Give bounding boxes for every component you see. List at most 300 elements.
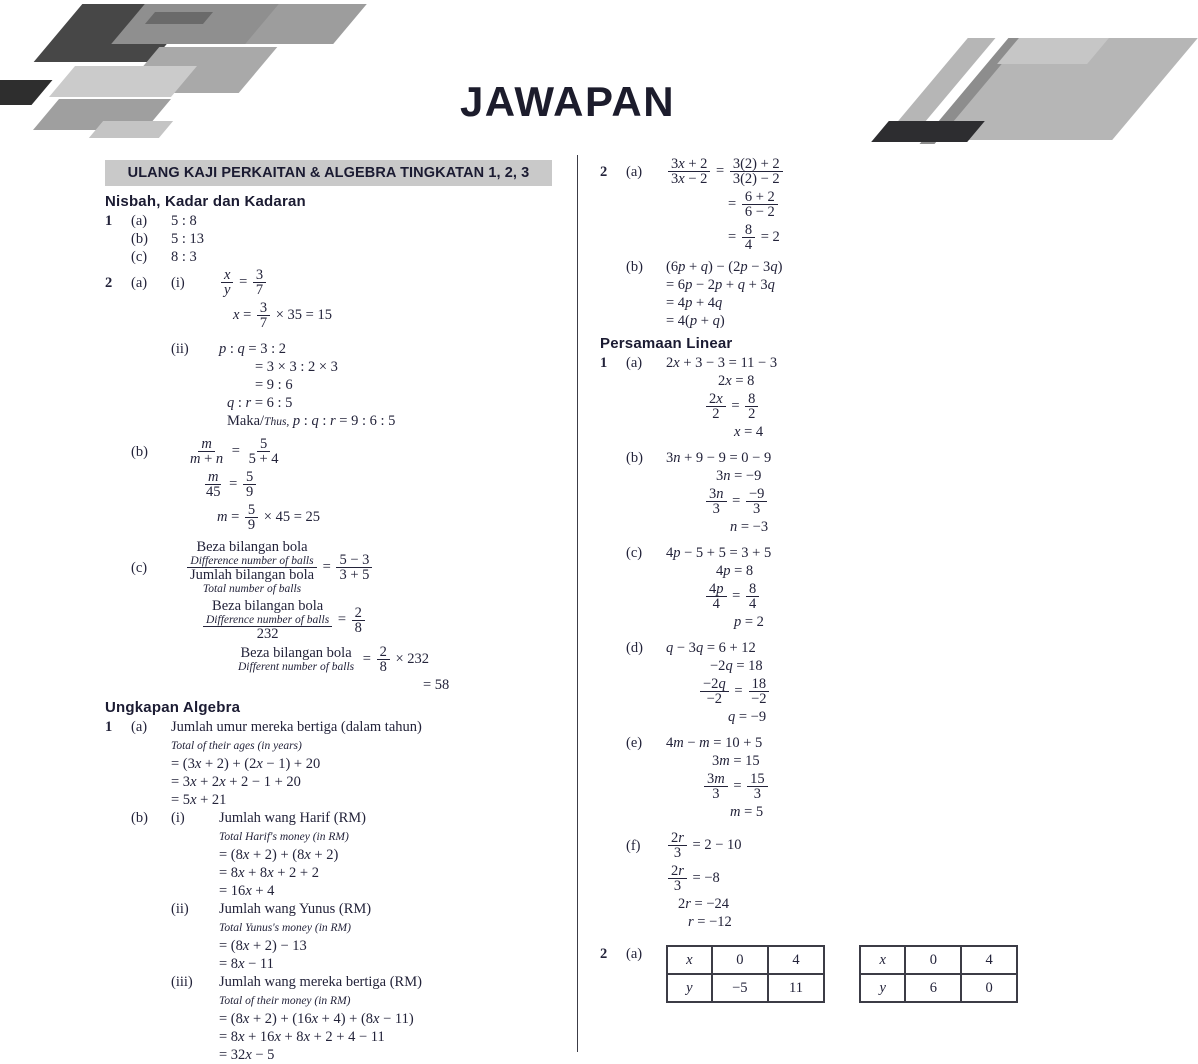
math-variable: x [194, 756, 202, 772]
fraction-line: 2 [748, 406, 756, 422]
math-variable: x [686, 952, 693, 968]
math-variable: p [685, 277, 693, 293]
math-variable: m [217, 508, 228, 525]
fraction-line: 5 − 3 [339, 552, 370, 568]
math-variable: x [274, 1029, 281, 1045]
math-variable: p [673, 545, 681, 561]
math-variable: p [715, 277, 723, 293]
math-expression: p : q = 3 : 2 [219, 341, 286, 357]
left-column-content [105, 193, 563, 1064]
fraction [747, 772, 768, 801]
fraction-line: 4 [744, 237, 753, 253]
part-label: (e) [626, 735, 643, 751]
answer-line [600, 895, 1052, 913]
math-expression: r = −12 [688, 914, 732, 930]
fraction-line: 6 + 2 [744, 189, 775, 205]
math-expression: 2x + 3 − 3 = 11 − 3 [666, 355, 778, 371]
math-expression: = 32x − 5 [219, 1047, 275, 1063]
answer-line [105, 266, 563, 299]
question-number: 1 [105, 213, 113, 229]
answer-line [600, 708, 1052, 726]
answer-line [600, 485, 1052, 518]
section-heading: Nisbah, Kadar dan Kadaran [105, 193, 306, 210]
fraction [203, 470, 224, 499]
math-variable: p [734, 614, 742, 630]
part-label: (a) [131, 719, 148, 735]
answer-line [105, 358, 563, 376]
answer-line [600, 155, 1052, 188]
answer-line [105, 435, 563, 468]
math-expression: $\frac{2x}{2}$ = $\frac{8}{2}$ [704, 390, 760, 423]
spacer [600, 726, 1052, 734]
question-number: 2 [600, 946, 608, 962]
fraction [377, 645, 390, 674]
table-value-cell: 4 [768, 946, 824, 974]
fraction-line: 7 [259, 315, 268, 331]
fraction [668, 157, 710, 186]
math-expression: n = −3 [730, 519, 769, 535]
answer-line [105, 973, 563, 991]
math-variable: x [233, 306, 240, 323]
answer-line [600, 258, 1052, 276]
fraction-line: 3 [712, 501, 720, 517]
fraction [253, 268, 266, 297]
math-variable: q [725, 658, 733, 674]
translation-text: Different number of balls [238, 661, 355, 673]
fraction-line [190, 554, 313, 567]
math-expression: 5 : 8 [171, 213, 197, 229]
math-expression: = 9 : 6 [255, 377, 293, 393]
fraction [706, 487, 727, 516]
math-variable: m [201, 436, 212, 452]
math-variable: x [238, 865, 245, 881]
math-expression: $\frac{-2q}{-2}$ = $\frac{18}{-2}$ [698, 675, 772, 708]
value-tables-row [600, 945, 1052, 1003]
fraction-line: 5 + 4 [248, 451, 279, 467]
fraction [746, 582, 759, 611]
fraction-line: −2 [706, 691, 723, 707]
math-expression: (6p + q) − (2p − 3q) [666, 259, 783, 275]
math-expression: 3m = 15 [712, 753, 760, 769]
math-variable: p [723, 563, 731, 579]
fraction-line: 2r [671, 863, 684, 879]
fraction [203, 599, 332, 641]
fraction [221, 268, 233, 297]
math-variable: n [723, 468, 731, 484]
math-expression: 3n + 9 − 9 = 0 − 9 [666, 450, 772, 466]
math-variable: m [673, 735, 684, 751]
subpart-label: (ii) [171, 901, 189, 917]
math-variable: q [737, 277, 745, 293]
table-value-cell: 0 [961, 974, 1017, 1002]
math-expression: = (8x + 2) + (16x + 4) + (8x − 11) [219, 1011, 414, 1027]
answer-line [105, 676, 563, 694]
math-variable: x [256, 756, 263, 772]
answer-line [600, 188, 1052, 221]
math-variable: x [673, 355, 680, 371]
math-expression: 5 : 13 [171, 231, 205, 247]
fraction [742, 190, 778, 219]
math-variable: x [219, 774, 226, 790]
spacer [600, 536, 1052, 544]
math-variable: x [224, 267, 231, 283]
math-expression: = (3x + 2) + (2x − 1) + 20 [171, 756, 321, 772]
math-variable: q [666, 640, 674, 656]
answer-line [105, 773, 563, 791]
math-variable: y [224, 282, 231, 298]
spacer [600, 441, 1052, 449]
math-expression: $\frac{3n}{3}$ = $\frac{-9}{3}$ [704, 485, 769, 518]
fraction-line: 5 [247, 502, 256, 518]
math-expression: 4p − 5 + 5 = 3 + 5 [666, 545, 772, 561]
fraction-line: 4p [709, 581, 724, 597]
math-variable: q [770, 259, 778, 275]
answer-line [105, 376, 563, 394]
fraction-line: 8 [354, 619, 362, 636]
math-variable: m [714, 771, 725, 787]
math-variable: m [719, 753, 730, 769]
fraction [243, 470, 256, 499]
fraction-line: 232 [256, 626, 279, 642]
subpart-label: (i) [171, 810, 185, 826]
fraction-line: 3 [255, 267, 264, 283]
fraction-line: −2 [751, 691, 767, 707]
answer-line [600, 675, 1052, 708]
math-variable: p [740, 259, 748, 275]
answer-line [600, 639, 1052, 657]
math-variable: q [718, 676, 726, 692]
math-variable: n [215, 451, 224, 467]
math-expression: Jumlah wang mereka bertiga (RM) [219, 974, 422, 990]
math-expression: $\frac{m}{45}$ = $\frac{5}{9}$ [201, 468, 258, 501]
math-variable: r [329, 413, 336, 429]
math-expression: = (8x + 2) + (8x + 2) [219, 847, 339, 863]
math-variable: x [242, 938, 250, 954]
answer-line [105, 1010, 563, 1028]
right-column [600, 155, 1052, 1003]
table-row [667, 946, 824, 974]
part-label: (f) [626, 837, 641, 854]
subpart-label: (ii) [171, 341, 189, 357]
page-title: JAWAPAN [459, 78, 676, 126]
fraction-line: Beza bilangan bola [212, 598, 324, 614]
stacked-label [235, 646, 357, 673]
subpart-label: (iii) [171, 974, 193, 990]
math-expression: p = 2 [734, 614, 764, 630]
math-expression: q : r = 6 : 5 [227, 395, 293, 411]
fraction [257, 301, 270, 330]
table-row [860, 974, 1017, 1002]
math-expression: = 3x + 2x + 2 − 1 + 20 [171, 774, 301, 790]
math-expression: Beza bilangan bola Different number of balls = $\frac{2}{8}$ × 232 [233, 643, 429, 676]
answer-line [105, 882, 563, 900]
math-expression: x = $\frac{3}{7}$ × 35 = 15 [233, 300, 332, 331]
table-value-cell: 0 [905, 946, 961, 974]
answer-line [105, 827, 563, 846]
math-variable: q [237, 341, 245, 357]
math-variable: n [716, 486, 724, 502]
subpart-label: (i) [171, 274, 185, 291]
math-variable: p [678, 259, 686, 275]
fraction-line: −2q [703, 676, 726, 692]
fraction-line: 6 − 2 [744, 204, 775, 220]
fraction [352, 606, 365, 635]
table-value-cell: 6 [905, 974, 961, 1002]
answer-line [600, 294, 1052, 312]
fraction-line [238, 660, 354, 673]
fraction [706, 392, 726, 421]
answer-line [600, 449, 1052, 467]
math-variable: r [685, 896, 691, 912]
math-expression: = 58 [423, 677, 450, 693]
answer-line [105, 918, 563, 937]
math-variable: x [267, 865, 274, 881]
fraction-line: 3x − 2 [671, 171, 708, 187]
fraction-line: 7 [255, 282, 264, 298]
answer-line [105, 718, 563, 736]
math-expression: = 8x − 11 [219, 956, 274, 972]
math-expression: $\frac{3m}{3}$ = $\frac{15}{3}$ [702, 770, 770, 803]
translation-text: Difference number of balls [206, 614, 330, 626]
answer-line [600, 423, 1052, 441]
answer-line [105, 501, 563, 534]
answer-line [600, 390, 1052, 423]
math-variable: p [219, 341, 227, 357]
question-number: 1 [600, 355, 608, 371]
math-expression: q = −9 [728, 709, 767, 725]
translation-text: Total of their ages (in years) [171, 740, 302, 752]
math-variable: x [725, 373, 732, 389]
answer-line [105, 538, 563, 597]
section-heading: Persamaan Linear [600, 335, 733, 352]
math-variable: x [879, 952, 886, 968]
math-expression: 3n = −9 [716, 468, 762, 484]
math-expression: 2r = −24 [678, 896, 730, 912]
math-variable: n [730, 519, 738, 535]
table-variable-cell [667, 946, 712, 974]
math-expression: −2q = 18 [710, 658, 763, 674]
math-variable: r [678, 863, 684, 879]
part-label: (b) [626, 259, 643, 275]
table-row [667, 974, 824, 1002]
math-variable: p [716, 581, 724, 597]
part-label: (b) [131, 443, 148, 460]
part-label: (a) [626, 163, 643, 180]
fraction-line: −9 [748, 486, 765, 502]
math-expression: m = $\frac{5}{9}$ × 45 = 25 [217, 502, 321, 533]
fraction-line: 2 [354, 604, 362, 621]
math-expression: $\frac{m}{m + n}$ = $\frac{5}{5 + 4}$ [171, 435, 284, 468]
answer-line [600, 221, 1052, 254]
fraction-line: 8 [748, 581, 757, 597]
math-expression: = 6p − 2p + q + 3q [666, 277, 775, 293]
fraction-line: 8 [744, 222, 753, 238]
math-variable: x [304, 847, 311, 863]
fraction-line: 2 [712, 406, 720, 422]
math-expression: Jumlah umur mereka bertiga (dalam tahun) [171, 719, 422, 735]
value-table [859, 945, 1018, 1003]
math-variable: y [686, 980, 693, 996]
answer-line [600, 544, 1052, 562]
fraction-line: Jumlah bilangan bola [190, 567, 315, 583]
fraction [742, 223, 755, 252]
fraction-line: 15 [750, 771, 765, 787]
math-expression: $\frac{x}{y}$ = $\frac{3}{7}$ [219, 266, 268, 299]
math-variable: n [673, 450, 681, 466]
fraction-line: 3 [673, 878, 682, 894]
fraction-line: 4 [712, 596, 720, 612]
section-heading: Ungkapan Algebra [105, 699, 241, 716]
answer-line [105, 212, 563, 230]
math-variable: m [730, 804, 741, 820]
translation-text: Thus, [264, 416, 290, 428]
fraction-line: 3x + 2 [671, 156, 708, 172]
math-variable: p [689, 313, 698, 329]
answer-line [105, 299, 563, 332]
answer-line [600, 467, 1052, 485]
answer-line [105, 736, 563, 755]
fraction [336, 553, 372, 582]
fraction-line: 3 [259, 300, 268, 316]
math-expression: = 5x + 21 [171, 792, 227, 808]
math-variable: q [311, 413, 319, 429]
translation-text: Difference number of balls [190, 555, 314, 567]
spacer [600, 821, 1052, 829]
fraction-line: 4 [748, 596, 757, 612]
math-variable: x [190, 792, 197, 808]
fraction-line: m + n [190, 451, 224, 467]
math-variable: x [238, 1029, 245, 1045]
math-expression: Jumlah wang Yunus (RM) [219, 901, 372, 917]
part-label: (c) [131, 559, 148, 576]
answer-line [600, 276, 1052, 294]
fraction-line: Beza bilangan bola [196, 539, 308, 555]
spacer [600, 931, 1052, 945]
math-variable: y [879, 980, 886, 996]
part-label: (b) [131, 810, 148, 826]
answer-line [600, 862, 1052, 895]
math-expression: $\frac{2r}{3}$ = −8 [666, 862, 720, 895]
math-expression [219, 991, 351, 1010]
fraction-line: 3(2) − 2 [732, 171, 780, 187]
answer-line [600, 372, 1052, 390]
part-label: (a) [626, 355, 643, 371]
fraction [668, 864, 687, 893]
table-variable-cell [860, 946, 905, 974]
math-variable: x [716, 391, 723, 407]
math-expression: = 4p + 4q [666, 295, 723, 311]
answer-line [600, 913, 1052, 931]
answer-line [600, 613, 1052, 631]
fraction [745, 392, 758, 421]
table-value-cell: 4 [961, 946, 1017, 974]
math-variable: x [242, 1011, 250, 1027]
math-variable: x [311, 1011, 319, 1027]
fraction-line [208, 470, 218, 484]
part-label: (a) [626, 946, 643, 962]
fraction [748, 677, 769, 706]
math-variable: r [678, 830, 684, 846]
spacer [105, 332, 563, 340]
math-expression: x = 4 [734, 424, 764, 440]
math-variable: x [734, 424, 741, 440]
decorative-graphic-top-left [0, 0, 350, 150]
translation-text: Total Yunus's money (in RM) [219, 922, 351, 934]
math-variable: x [678, 156, 685, 172]
translation-text: Total Harif's money (in RM) [219, 831, 349, 843]
math-expression [171, 736, 302, 755]
part-label: (c) [131, 249, 148, 265]
math-expression: = $\frac{8}{4}$ = 2 [728, 222, 780, 253]
fraction-line: 9 [245, 484, 254, 500]
fraction-line: 3(2) + 2 [732, 156, 780, 172]
part-label: (a) [131, 274, 148, 291]
answer-line [105, 248, 563, 266]
fraction-line: 45 [206, 484, 221, 500]
part-label: (b) [131, 231, 148, 247]
question-number: 2 [105, 274, 113, 291]
answer-line [600, 312, 1052, 330]
fraction [746, 487, 767, 516]
math-expression: = 16x + 4 [219, 883, 275, 899]
math-variable: m [208, 469, 219, 485]
fraction [730, 157, 783, 186]
fraction-line: 3 + 5 [339, 567, 370, 583]
math-variable: x [238, 956, 245, 972]
answer-line [600, 518, 1052, 536]
fraction-line: 5 [259, 436, 268, 452]
fraction-line: 3n [709, 486, 724, 502]
answer-line [105, 809, 563, 827]
math-variable: x [190, 774, 197, 790]
answer-line [105, 937, 563, 955]
table-value-cell: 0 [712, 946, 768, 974]
math-variable: x [373, 1011, 380, 1027]
fraction-line: 3m [707, 771, 725, 787]
math-variable: x [245, 1047, 252, 1063]
math-expression: $\frac{4p}{4}$ = $\frac{8}{4}$ [704, 580, 761, 613]
chapter-header-bar: ULANG KAJI PERKAITAN & ALGEBRA TINGKATAN 1, 2, 3 [105, 160, 552, 186]
answer-line [105, 1046, 563, 1064]
math-variable: r [688, 914, 694, 930]
fraction-line: 2 [379, 644, 387, 660]
math-variable: q [227, 395, 235, 411]
answer-line [105, 955, 563, 973]
table-value-cell: −5 [712, 974, 768, 1002]
math-expression: $\frac{3x + 2}{3x - 2}$ = $\frac{3(2) + 2}{3(2) - 2}$ [666, 155, 785, 188]
answer-line [105, 864, 563, 882]
fraction [246, 437, 282, 466]
math-variable: q [728, 709, 736, 725]
math-expression: = (8x + 2) − 13 [219, 938, 307, 954]
math-variable: q [695, 640, 704, 656]
left-column [105, 160, 563, 1064]
answer-line [600, 657, 1052, 675]
question-number: 1 [105, 719, 113, 735]
fraction-line [201, 437, 211, 451]
math-expression: Beza bilangan bola Difference number of balls 232 = $\frac{2}{8}$ [201, 597, 367, 643]
answer-line [105, 991, 563, 1010]
answer-line [600, 562, 1052, 580]
math-variable: p [292, 413, 301, 429]
math-variable: p [685, 295, 693, 311]
fraction [187, 437, 226, 466]
fraction-line: 3 [753, 786, 762, 802]
answer-line [600, 752, 1052, 770]
fraction [700, 677, 729, 706]
fraction-line: 18 [751, 676, 767, 692]
math-variable: q [767, 277, 775, 293]
